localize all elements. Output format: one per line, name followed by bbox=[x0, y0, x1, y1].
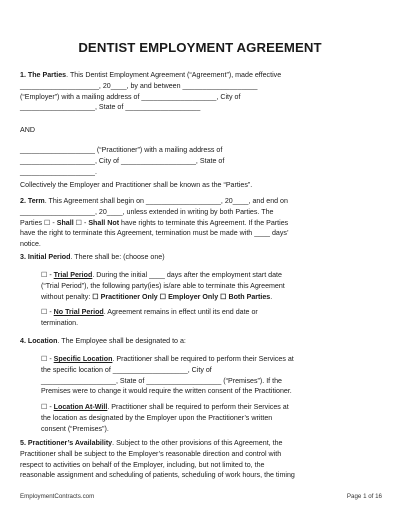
section-initial-period: 3. Initial Period. There shall be: (choose one) bbox=[20, 253, 165, 261]
trial-line-2: (“Trial Period”), the following party(ies) is/are able to terminate this Agreement bbox=[41, 281, 285, 290]
specific-line-2: the specific location of ___________________, City of bbox=[41, 365, 212, 374]
both-parties-option: ☐ Both Parties bbox=[220, 292, 271, 301]
availability-line-2: Practitioner shall be subject to the Employer’s reasonable direction and control with bbox=[20, 449, 282, 458]
section-practitioner bbox=[20, 145, 382, 177]
no-trial-period-option bbox=[41, 307, 382, 329]
section-term bbox=[20, 196, 382, 250]
document-title: DENTIST EMPLOYMENT AGREEMENT bbox=[78, 40, 322, 55]
practitioner-line-1: ___________________ (“Practitioner”) with a mailing address of bbox=[20, 146, 223, 154]
term-heading: 2. Term bbox=[20, 197, 45, 205]
section-availability bbox=[20, 438, 382, 481]
and-separator: AND bbox=[20, 126, 35, 134]
availability-heading: 5. Practitioner’s Availability bbox=[20, 439, 113, 447]
specific-line-1: ☐ - Specific Location. Practitioner shall be required to perform their Services at bbox=[41, 355, 294, 363]
term-line-1: 2. Term. This Agreement shall begin on ___________________, 20____, and end on bbox=[20, 197, 288, 205]
term-line-5: notice. bbox=[20, 240, 41, 249]
section-location: 4. Location. The Employee shall be designated to a: bbox=[20, 337, 186, 345]
specific-line-4: Premises were to change it would require the written consent of the Practitioner. bbox=[41, 387, 292, 396]
footer-page-number: Page 1 of 16 bbox=[346, 493, 382, 500]
parties-line-4: ___________________, State of ___________________ bbox=[20, 103, 201, 112]
no-trial-line-1: ☐ - No Trial Period. Agreement remains in effect until its end date or bbox=[41, 308, 258, 316]
availability-line-1: 5. Practitioner’s Availability. Subject to the other provisions of this Agreement, the bbox=[20, 439, 283, 447]
specific-location-label: Specific Location bbox=[53, 355, 113, 363]
practitioner-line-2: ___________________, City of ___________________, State of bbox=[20, 156, 225, 165]
trial-line-1: ☐ - Trial Period. During the initial ____ days after the employment start date bbox=[41, 271, 282, 279]
parties-line-2: ____________________, 20____, by and between ___________________ bbox=[20, 81, 258, 90]
no-trial-line-2: termination. bbox=[41, 318, 79, 327]
shall-option: Shall bbox=[56, 218, 74, 227]
employer-only-option: ☐ Employer Only bbox=[159, 292, 219, 301]
collective-statement: Collectively the Employer and Practitioner shall be known as the “Parties”. bbox=[20, 181, 253, 189]
location-at-will-label: Location At-Will bbox=[53, 403, 108, 411]
at-will-line-2: the location as designated by the Employer upon the Practitioner’s written bbox=[41, 413, 273, 422]
no-trial-period-label: No Trial Period bbox=[53, 308, 104, 316]
practitioner-line-3: ___________________. bbox=[20, 167, 97, 176]
term-line-4: have the right to terminate this Agreement, termination must be made with ____ days’ bbox=[20, 229, 289, 238]
parties-heading: 1. The Parties bbox=[20, 71, 67, 79]
trial-line-3: without penalty: ☐ Practitioner Only ☐ Employer Only ☐ Both Parties. bbox=[41, 292, 273, 301]
section-parties bbox=[20, 70, 382, 113]
practitioner-only-option: ☐ Practitioner Only bbox=[92, 292, 158, 301]
term-line-2: ___________________, 20____, unless extended in writing by both Parties. The bbox=[20, 207, 274, 216]
trial-period-label: Trial Period bbox=[53, 271, 93, 279]
footer-source: EmploymentContracts.com bbox=[20, 493, 95, 500]
term-line-3: Parties ☐ - Shall ☐ - Shall Not have rights to terminate this Agreement. If the Parties bbox=[20, 218, 289, 227]
specific-location-option bbox=[41, 354, 382, 397]
at-will-line-1: ☐ - Location At-Will. Practitioner shall be required to perform their Services at bbox=[41, 403, 289, 411]
availability-line-3: respect to activities on behalf of the Employer, including, but not limited to, the bbox=[20, 460, 265, 469]
trial-period-option bbox=[41, 270, 382, 302]
shall-not-option: Shall Not bbox=[88, 218, 120, 227]
availability-line-4: reasonable assignment and scheduling of patients, scheduling of work hours, the timing bbox=[20, 471, 295, 480]
at-will-line-3: consent (“Premises”). bbox=[41, 424, 109, 433]
parties-line-1: 1. The Parties. This Dentist Employment Agreement (“Agreement”), made effective bbox=[20, 71, 282, 79]
initial-heading: 3. Initial Period bbox=[20, 253, 71, 261]
location-heading: 4. Location bbox=[20, 337, 58, 345]
location-at-will-option bbox=[41, 402, 382, 434]
parties-line-3: (“Employer”) with a mailing address of ___________________, City of bbox=[20, 92, 241, 101]
specific-line-3: ___________________, State of ___________________ (“Premises”). If the bbox=[41, 376, 282, 385]
